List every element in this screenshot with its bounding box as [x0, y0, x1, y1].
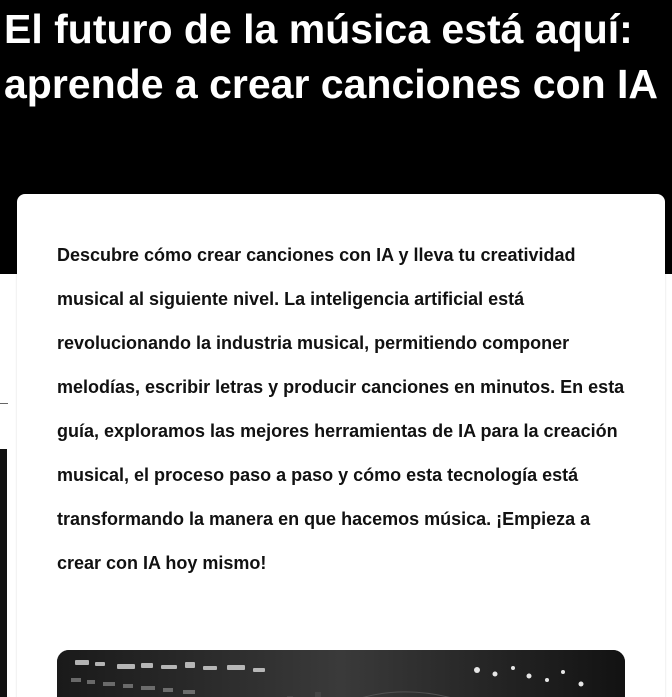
- music-studio-image: [57, 650, 625, 697]
- article-intro: Descubre cómo crear canciones con IA y lleva tu creatividad musical al siguiente nivel. La inteligencia artificial está revolucionando la industria musical, permitiendo componer melodías, escribir letras y producir canciones en minutos. En esta guía, exploramos las mejores herramientas de IA para la creación musical, el proceso paso a paso y cómo esta tecnología está transformando la manera en que hacemos música. ¡Empieza a crear con IA hoy mismo!: [57, 245, 625, 573]
- side-panel-edge: [0, 449, 7, 697]
- side-divider: [0, 403, 8, 404]
- article-title: El futuro de la música está aquí: aprende a crear canciones con IA: [4, 6, 658, 107]
- mixing-console-illustration: [57, 650, 625, 697]
- article-card: [17, 194, 665, 697]
